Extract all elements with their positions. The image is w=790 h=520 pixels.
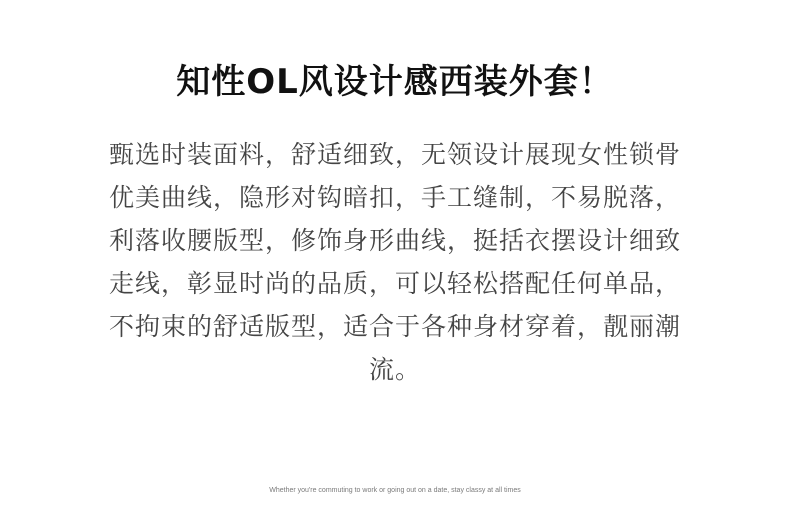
description-line: 利落收腰版型，修饰身形曲线，挺括衣摆设计细致 (108, 226, 681, 255)
description-line: 不拘束的舒适版型，适合于各种身材穿着，靓丽潮 (108, 312, 681, 341)
description-line: 走线，彰显时尚的品质，可以轻松搭配任何单品， (108, 269, 681, 298)
product-description (0, 133, 790, 391)
footer-tagline: Whether you're commuting to work or going out on a date, stay classy at all times (269, 487, 521, 494)
description-line: 流。 (368, 355, 421, 384)
product-title: 知性OL风设计感西装外套！ (176, 62, 614, 102)
description-line: 优美曲线，隐形对钩暗扣，手工缝制，不易脱落， (108, 183, 681, 212)
description-line: 甄选时装面料，舒适细致，无领设计展现女性锁骨 (108, 140, 681, 169)
